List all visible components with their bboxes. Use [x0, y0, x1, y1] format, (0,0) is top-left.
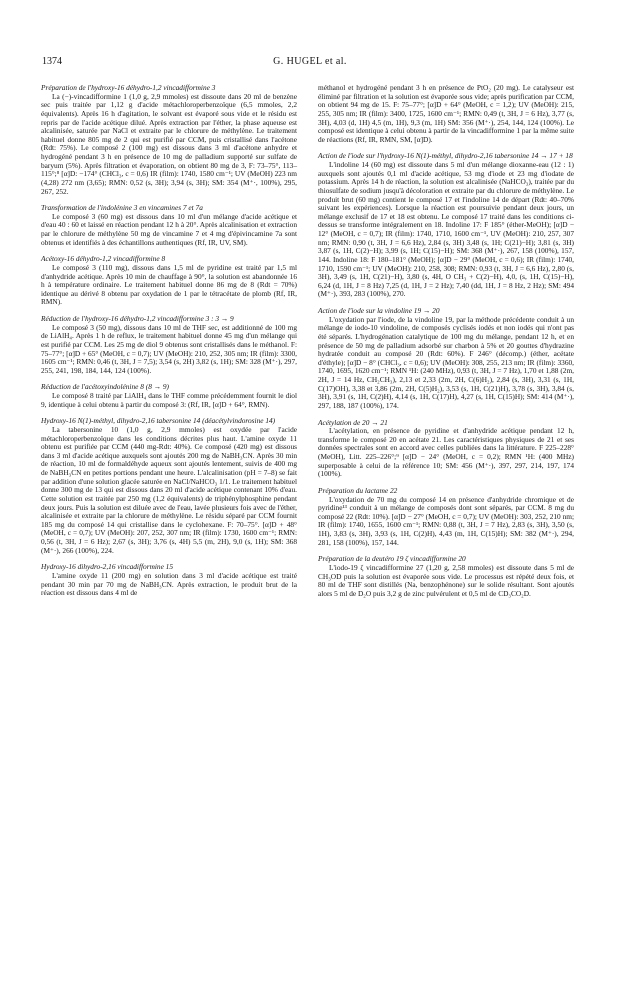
paragraph: L'indoline 14 (60 mg) est dissoute dans 5 ml d'un mélange dioxanne-eau (12 : 1) auxquels sont ajoutés 0,1 ml d'acide acétique, 53 mg d'iode et 23 mg d'iodate de potassium. Après 14 h de réaction, la solution est alcalinisée (NaHCO₃), traitée par du thiosulfate de sodium jusqu'à décoloration et extraite par du chlorure de méthylène. Le produit brut (60 mg) contient le composé 17 et l'indoline 14 de départ (Rdt: 40–70% suivant les expériences). Lorsque la réaction est poursuivie pendant deux jours, un mélange exclusif de 17 et 18 est obtenu. Le composé 17 traité dans les conditions ci-dessus se transforme intégralement en 18. Indoline 17: F 185° (éther-MeOH); [α]D − 12° (MeOH, c = 0,7); IR (film): 1740, 1710, 1600 cm⁻¹, UV (MeOH): 210, 257, 307 nm; RMN: 0,90 (t, 3H, J = 6,6 Hz), 2,84 (s, 3H) 3,48 (s, 1H; C(21)−H); 3,81 (s, 3H) 3,87 (s, 1H, C(2)−H); 3,99 (s, 1H; C(15)−H); SM: 368 (M⁺·), 267, 158 (100%), 157, 144. Indoline 18: F 180–181° (MeOH); [α]D − 29° (MeOH, c = 0,6); IR (film): 1740, 1710, 1590 cm⁻¹; UV (MeOH): 210, 258, 308; RMN: 0,93 (t, 3H, J = 6,6 Hz), 2,80 (s, 3H), 3,49 (s, 1H, C(21)−H), 3,80 (s, 4H, O CH₃ + C(2)−H), 4,0, (s, 1H, C(15)−H), 6,24 (d, 1H, J = 8 Hz) 7,25 (d, 1H, J = 2 Hz); 7,40 (dd, 1H, J = 8 Hz, 2 Hz); SM: 494 (M⁺·), 393, 283 (100%), 270. — [318, 160, 574, 299]
left-column — [41, 84, 297, 598]
paragraph-continued: méthanol et hydrogéné pendant 3 h en présence de PtO₂ (20 mg). Le catalyseur est éliminé par filtration et la solution est évaporée sous vide; après purification par CCM, on obtient 94 mg de 15. F: 75–77°; [α]D + 64° (MeOH, c = 1,2); UV (MeOH): 215, 255, 305 nm; IR (film): 3400, 1725, 1600 cm⁻¹; RMN: 0,49 (t, 3H, J = 6 Hz), 3,77 (s, 3H), 4,03 (d, 1H) 4,5 (m, 1H), 9,3 (m, 1H) SM: 356 (M⁺·), 254, 144, 124 (100%). Le composé est identique à celui obtenu à partir de la vincadifformine 1 par la même suite de réactions (Rf, IR, RMN, SM, [α]D). — [318, 83, 574, 144]
section-heading: Préparation de la deutéro 19 ζ vincadifformine 20 — [318, 554, 466, 564]
section-heading: Préparation du lactame 22 — [318, 485, 398, 495]
paragraph: Le composé 8 traité par LiAlH₄ dans le THF comme précédemment fournit le diol 9, identique à celui obtenu à partir du composé 3: (Rf, IR, [α]D + 64°, RMN). — [41, 391, 297, 409]
section-heading: Action de l'iode sur l'hydroxy-16 N(1)-méthyl, dihydro-2,16 tabersonine 14 → 17 + 18 — [318, 151, 573, 161]
section-heading: Hydroxy-16 dihydro-2,16 vincadifformine 15 — [41, 562, 174, 572]
running-header — [42, 56, 578, 70]
page-number: 1374 — [42, 56, 62, 67]
section-heading: Réduction de l'hydroxy-16 déhydro-1,2 vincadifformine 3 : 3 → 9 — [41, 314, 234, 323]
right-column — [318, 84, 574, 598]
paragraph: L'oxydation de 70 mg du composé 14 en présence d'anhydride chromique et de pyridine¹³ conduit à un mélange de composés dont sont séparés, par CCM. 8 mg du composé 22 (Rdt: 10%). [α]D − 27° (MeOH, c = 0,7); UV (MeOH): 303, 252, 210 nm; IR (film): 1740, 1655, 1600 cm⁻¹; RMN: 0,88 (t, 3H, J = 7 Hz), 2,83 (s, 3H), 3,50 (s, 1H), 3,83 (s, 3H), 3,93 (s, 1H, C(2)H), 4,43 (m, 1H, C(15)H); SM: 382 (M⁺·), 294, 281, 158 (100%), 157, 144. — [318, 494, 574, 547]
paragraph: Le composé 3 (60 mg) est dissous dans 10 ml d'un mélange d'acide acétique et d'eau 40 : 60 et laissé en réaction pendant 12 h à 20°. Après alcalinisation et extraction par le chlorure de méthylène 50 mg de vincamine 7 et 4 mg d'épivincamine 7a sont obtenus et identifiés à des échantillons authentiques (Rf, IR, UV, SM). — [41, 211, 297, 247]
section-heading: Réduction de l'acétoxyindolénine 8 (8 → 9) — [41, 382, 170, 392]
paragraph: Le composé 3 (110 mg), dissous dans 1,5 ml de pyridine est traité par 1,5 ml d'anhydride acétique. Après 10 min de chauffage à 90°, la solution est abandonnée 16 h à température ordinaire. Le traitement habituel donne 86 mg de 8 (Rdt = 70%) identique au dérivé 8 obtenu par oxydation de 1 par le tétracétate de plomb (Rf, IR, RMN). — [41, 262, 297, 307]
paragraph: L'acétylation, en présence de pyridine et d'anhydride acétique pendant 12 h, transforme le composé 20 en acétate 21. Les caractéristiques physiques de 21 et ses données spectrales sont en accord avec celles publiées dans la littérature. F 225–228° (MeOH), Litt. 225–226°;⁹ [α]D − 24° (MeOH, c = 0,2); RMN ¹H: (400 MHz) superposable à celui de la référence 10; SM: 456 (M⁺·), 397, 297, 214, 197, 174 (100%). — [318, 426, 574, 479]
paragraph: La tabersonine 10 (1,0 g, 2,9 mmoles) est oxydée par l'acide métachloroperbenzoïque dans les conditions décrites plus haut. L'amine oxyde 11 obtenu est purifiée par CCM (440 mg-Rdt: 40%). Ce composé (420 mg) est dissous dans 3 ml d'acide acétique auxquels sont ajoutés 200 mg de NaBH₃CN. Après 30 min de réaction, 10 ml de formaldéhyde aqueux sont ajoutés lentement, suivis de 400 mg de NaBH₃CN en petites portions pendant une heure. L'alcalinisation (pH = 7–8) se fait par addition d'une solution glacée saturée en NaCl/NaHCO₃ 1/1. Le traitement habituel donne 300 mg de 13 qui est dissous dans 20 ml d'acide acétique contenant 10% d'eau. Cette solution est traitée par 250 mg (1,2 équivalents) de triphénylphosphine pendant deux jours. Puis la solution est diluée avec de l'eau, lavée plusieurs fois avec de l'éther, alcalinisée et extraite par la chlorure de méthylène. Le résidu séparé par CCM fournit 185 mg du composé 14 qui cristallise dans le cyclohexane. F: 70–75°. [α]D + 48° (MeOH, c = 0,7); UV (MeOH): 207, 252, 307 nm; IR (film): 1730, 1600 cm⁻¹; RMN: 0,56 (t, 3H, J = 6 Hz); 2,67 (s, 3H); 3,76 (s, 4H) 5,5 (m, 2H), 9,0 (s, 1H); SM: 368 (M⁺·), 266 (100%), 224. — [41, 424, 297, 555]
paragraph: Le composé 3 (50 mg), dissous dans 10 ml de THF sec, est additionné de 100 mg de LiAlH₄. Après 1 h de reflux, le traitement habituel donne 45 mg d'un mélange qui est purifié par CCM. Les 25 mg de diol 9 obtenus sont cristallisés dans le méthanol. F: 75–77°; [α]D + 65° (MeOH, c = 0,7); UV (MeOH): 210, 252, 305 nm; IR (film): 3300, 1605 cm⁻¹; RMN: 0,46 (t, 3H, J = 7,5); 3,54 (s, 2H) 3,82 (s, 1H); SM: 328 (M⁺·), 297, 255, 241, 198, 184, 144, 124 (100%). — [41, 322, 297, 375]
paragraph: L'iodo-19 ζ vincadifformine 27 (1,20 g, 2,58 mmoles) est dissoute dans 5 ml de CH₃OD puis la solution est évaporée sous vide. Le processus est répété deux fois, et 80 ml de THF sont distillés (Na, benzophénone) sur le solide résultant. Sont ajoutés alors 5 ml de D₂O puis 3,2 g de zinc pulvérulent et 0,5 ml de CD₃CO₂D. — [318, 562, 574, 598]
section-heading: Préparation de l'hydroxy-16 déhydro-1,2 vincadifformine 3 — [41, 83, 216, 92]
section-heading: Acétylation de 20 → 21 — [318, 417, 388, 427]
section-heading: Transformation de l'indolénine 3 en vincamines 7 et 7a — [41, 203, 203, 213]
running-author: G. HUGEL et al. — [273, 56, 347, 67]
section-heading: Hydroxy-16 N(1)-méthyl, dihydro-2,16 tabersonine 14 (déacétylvindorosine 14) — [41, 416, 276, 426]
paragraph: L'amine oxyde 11 (200 mg) en solution dans 3 ml d'acide acétique est traité pendant 30 min par 70 mg de NaBH₃CN. Après extraction, le produit brut de la réaction est dissous dans 4 ml de — [41, 570, 297, 598]
paragraph: La (−)-vincadifformine 1 (1,0 g, 2,9 mmoles) est dissoute dans 20 ml de benzène sec puis traitée par 1,12 g d'acide métachloroperbenzoïque (6,5 mmoles, 2,2 équivalents). Après 16 h d'agitation, le solvant est évaporé sous vide et le résidu est repris par de l'acide acétique dilué. Après extraction par l'éther, la phase aqueuse est alcalinisée, saturée par NaCl et extraite par le chlorure de méthylène. Le traitement habituel donne 805 mg de 2 qui est purifié par CCM, puis cristallisé dans l'acétone (Rdt: 75%). Le composé 2 (100 mg) est dissous dans 3 ml d'acétone anhydre et hydrogéné pendant 3 h en présence de 10 mg de palladium supporté sur sulfate de baryum (5%). Après filtration et évaporation, on obtient 80 mg de 3, F: 73–75°, 113–115°;⁸ [α]D: −174° (CHCl₃, c = 0,6) IR (film): 1740, 1580 cm⁻¹; UV (MeOH) 223 nm (4,28) 272 nm (3,65); RMN: 0,52 (s, 3H); 3,94 (s, 3H); SM: 354 (M⁺·, 100%), 295, 267, 252. — [41, 91, 297, 196]
section-heading: Action de l'iode sur la vindoline 19 → 20 — [318, 306, 440, 315]
section-heading: Acétoxy-16 déhydro-1,2 vincadifformine 8 — [41, 254, 166, 264]
paragraph: L'oxydation par l'iode, de la vindoline 19, par la méthode précédente conduit à un mélange de iodo-10 vindoline, de composés cyclisés iodés et non iodés qui n'ont pas été séparés. L'hydrogénation catalytique de 100 mg du mélange, pendant 12 h, et en présence de 50 mg de palladium adsorbé sur charbon à 5% et 20 gouttes d'hydrazine hydratée conduit au composé 20 (Rdt: 60%). F 246° (décomp.) (éther, acétate d'éthyle); [α]D − 8° (CHCl₃, c = 0,6); UV (MeOH): 308, 255, 213 nm; IR (film): 3360, 1740, 1695, 1620 cm⁻¹; RMN ¹H: (240 MHz), 0,93 (t, 3H, J = 7 Hz), 1,70 et 1,88 (2m, 2H, J = 14 Hz, CH₂CH₃), 2,13 et 2,33 (2m, 2H, C(6)H₂), 2,84 (s, 3H), 3,31 (s, 1H, C(17)OH), 3,38 et 3,86 (2m, 2H, C(5)H₂), 3,53 (s, 1H, C(21)H), 3,78 (s, 3H), 3,84 (s, 3H), 3,91 (s, 1H, C(2)H), 4,14 (s, 1H, C(17)H), 4,27 (s, 1H, C(15)H); SM: 414 (M⁺·), 297, 188, 187 (100%), 174. — [318, 314, 574, 410]
